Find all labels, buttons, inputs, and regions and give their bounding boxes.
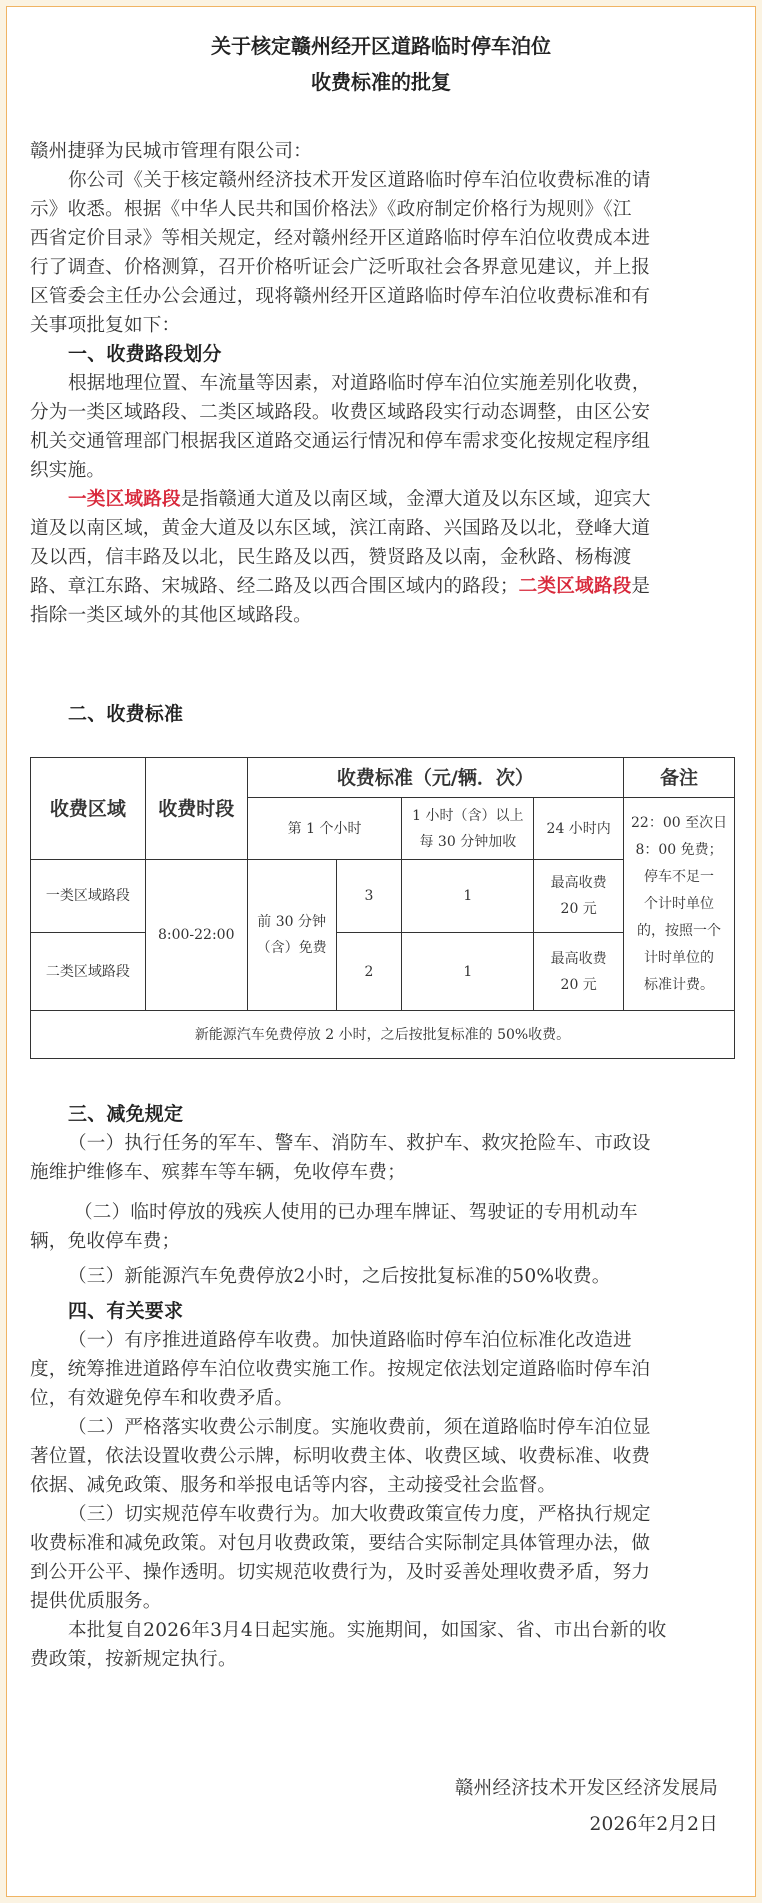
period-cell: 8:00-22:00 [145, 860, 247, 1011]
effective-line: 费政策，按新规定执行。 [30, 1649, 237, 1670]
row-first-hour: 3 [336, 860, 402, 933]
class-line: 及以西，信丰路及以北，民生路及以西，赞贤路及以南，金秋路、杨梅渡 [30, 547, 632, 568]
signature-org: 赣州经济技术开发区经济发展局 [454, 1778, 718, 1799]
section1-heading: 一、收费路段划分 [68, 343, 222, 365]
section4-line: （二）严格落实收费公示制度。实施收费前，须在道路临时停车泊位显 [68, 1417, 651, 1438]
section3-line: 施维护维修车、殡葬车等车辆，免收停车费； [30, 1162, 406, 1183]
section4-line: 提供优质服务。 [30, 1591, 162, 1612]
note-line: 8：00 免费； [635, 841, 723, 858]
row-additional: 1 [402, 860, 534, 933]
class-line-text: 路、章江东路、宋城路、经二路及以西合围区域内的路段； [30, 576, 519, 597]
section4-line: 到公开公平、操作透明。切实规范收费行为，及时妥善处理收费矛盾，努力 [30, 1562, 651, 1583]
class-line [30, 572, 740, 601]
class2-label: 二类区域路段 [518, 576, 632, 597]
intro-line: 关事项批复如下： [30, 315, 181, 336]
class1-label: 一类区域路段 [68, 489, 181, 510]
section4-line: 收费标准和减免政策。对包月收费政策，要结合实际制定具体管理办法，做 [30, 1533, 651, 1554]
subheader-24h: 24 小时内 [534, 798, 624, 860]
row-max-l1: 最高收费 [550, 875, 607, 891]
section3-line: （三）新能源汽车免费停放2小时，之后按批复标准的50%收费。 [68, 1266, 611, 1287]
fee-table [30, 757, 735, 1059]
section2-heading: 二、收费标准 [68, 703, 184, 725]
section4-line: （一）有序推进道路停车收费。加快道路临时停车泊位标准化改造进 [68, 1330, 632, 1351]
class1-line [68, 485, 762, 514]
note-line: 标准计费。 [644, 976, 715, 993]
class1-text: 是指赣通大道及以南区域，金潭大道及以东区域，迎宾大 [180, 489, 651, 510]
subheader-additional-l2: 每 30 分钟加收 [419, 833, 517, 850]
section3-line: （一）执行任务的军车、警车、消防车、救护车、救灾抢险车、市政设 [68, 1133, 651, 1154]
note-cell [624, 798, 735, 1011]
table-footer: 新能源汽车免费停放 2 小时，之后按批复标准的 50%收费。 [31, 1011, 735, 1059]
section4-line: （三）切实规范停车收费行为。加大收费政策宣传力度，严格执行规定 [68, 1504, 651, 1525]
document-title-line2: 收费标准的批复 [311, 70, 451, 94]
free-line1: 前 30 分钟 [257, 914, 326, 930]
note-line: 计时单位的 [644, 949, 715, 966]
document-title-line1: 关于核定赣州经开区道路临时停车泊位 [211, 34, 551, 58]
section1-line: 织实施。 [30, 460, 106, 481]
header-note: 备注 [624, 758, 735, 798]
note-line: 停车不足一 [644, 868, 715, 885]
section3-line: 辆，免收停车费； [30, 1231, 181, 1252]
intro-line: 示》收悉。根据《中华人民共和国价格法》《政府制定价格行为规则》《江 [30, 199, 632, 220]
header-area: 收费区域 [31, 758, 146, 860]
row-max-l2: 20 元 [560, 976, 597, 993]
note-line: 个计时单位 [644, 895, 715, 912]
effective-line: 本批复自2026年3月4日起实施。实施期间，如国家、省、市出台新的收 [68, 1620, 667, 1641]
section3-heading: 三、减免规定 [68, 1103, 184, 1125]
free-cell [247, 860, 336, 1011]
note-line: 22：00 至次日 [631, 814, 728, 831]
row-area: 二类区域路段 [31, 933, 146, 1011]
class-last-line: 指除一类区域外的其他区域路段。 [30, 605, 312, 626]
free-line2: （含）免费 [256, 940, 327, 956]
section4-line: 位，有效避免停车和收费矛盾。 [30, 1388, 294, 1409]
subheader-additional-l1: 1 小时（含）以上 [412, 807, 524, 824]
signature-date: 2026年2月2日 [589, 1814, 718, 1835]
note-line: 的，按照一个 [637, 922, 722, 939]
section1-line: 根据地理位置、车流量等因素，对道路临时停车泊位实施差别化收费， [68, 373, 651, 394]
row-first-hour: 2 [336, 933, 402, 1011]
section1-line: 分为一类区域路段、二类区域路段。收费区域路段实行动态调整，由区公安 [30, 402, 651, 423]
section4-line: 依据、减免政策、服务和举报电话等内容，主动接受社会监督。 [30, 1475, 557, 1496]
header-time: 收费时段 [145, 758, 247, 860]
section1-line: 机关交通管理部门根据我区道路交通运行情况和停车需求变化按规定程序组 [30, 431, 651, 452]
row-max [534, 933, 624, 1011]
subheader-first-hour: 第 1 个小时 [247, 798, 402, 860]
row-max [534, 860, 624, 933]
class2-text: 是 [631, 576, 651, 597]
section4-line: 度，统筹推进道路停车泊位收费实施工作。按规定依法划定道路临时停车泊 [30, 1359, 651, 1380]
section4-heading: 四、有关要求 [68, 1300, 184, 1322]
addressee: 赣州捷驿为民城市管理有限公司： [30, 141, 312, 162]
intro-line: 行了调查、价格测算，召开价格听证会广泛听取社会各界意见建议，并上报 [30, 257, 651, 278]
intro-line: 你公司《关于核定赣州经济技术开发区道路临时停车泊位收费标准的请 [68, 170, 651, 191]
section4-line: 著位置，依法设置收费公示牌，标明收费主体、收费区域、收费标准、收费 [30, 1446, 651, 1467]
header-standard: 收费标准（元/辆．次） [247, 758, 623, 798]
intro-line: 西省定价目录》等相关规定，经对赣州经开区道路临时停车泊位收费成本进 [30, 228, 651, 249]
section3-line: （二）临时停放的残疾人使用的已办理车牌证、驾驶证的专用机动车 [74, 1202, 638, 1223]
row-area: 一类区域路段 [31, 860, 146, 933]
row-max-l2: 20 元 [560, 901, 597, 917]
intro-line: 区管委会主任办公会通过，现将赣州经开区道路临时停车泊位收费标准和有 [30, 286, 651, 307]
class-line: 道及以南区域，黄金大道及以东区域，滨江南路、兴国路及以北，登峰大道 [30, 518, 651, 539]
subheader-additional [402, 798, 534, 860]
row-max-l1: 最高收费 [550, 950, 607, 967]
row-additional: 1 [402, 933, 534, 1011]
